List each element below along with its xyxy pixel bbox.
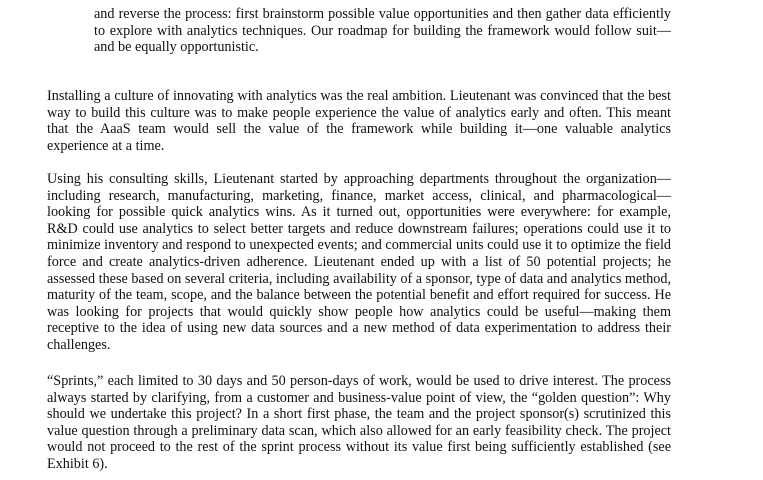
culture-paragraph: Installing a culture of innovating with analytics was the real ambition. Lieutenant was convinced that the best way to build this culture was to make people experience the value of analytics early and often. This meant that the AaaS team would sell the value of the framework while building it—one valuable analytics experience at a time. [47,88,671,154]
sprints-paragraph: “Sprints,” each limited to 30 days and 50 person-days of work, would be used to drive interest. The process always started by clarifying, from a customer and business-value point of view, the “golden question”: Why should we undertake this project? In a short first phase, the team and the project sponsor(s) scrutinized this value question through a preliminary data scan, which also allowed for an early feasibility check. The project would not proceed to the rest of the sprint process without its value first being sufficiently established (see Exhibit 6). [47,373,671,472]
indented-quote-paragraph: and reverse the process: first brainstorm possible value opportunities and then gather data efficiently to explore with analytics techniques. Our roadmap for building the framework would follow suit—and be equally opportunistic. [94,6,671,56]
consulting-paragraph: Using his consulting skills, Lieutenant started by approaching departments throughout the organization—including research, manufacturing, marketing, finance, market access, clinical, and pharmacological—looking for possible quick analytics wins. As it turned out, opportunities were everywhere: for example, R&D could use analytics to select better targets and reduce downstream failures; operations could use it to minimize inventory and respond to unexpected events; and commercial units could use it to optimize the field force and create analytics-driven adherence. Lieutenant ended up with a list of 50 potential projects; he assessed these based on several criteria, including availability of a sponsor, type of data and analytics method, maturity of the team, scope, and the balance between the potential benefit and effort required for success. He was looking for projects that would quickly show people how analytics could be useful—making them receptive to the idea of using new data sources and a new method of data experimentation to address their challenges. [47,171,671,353]
